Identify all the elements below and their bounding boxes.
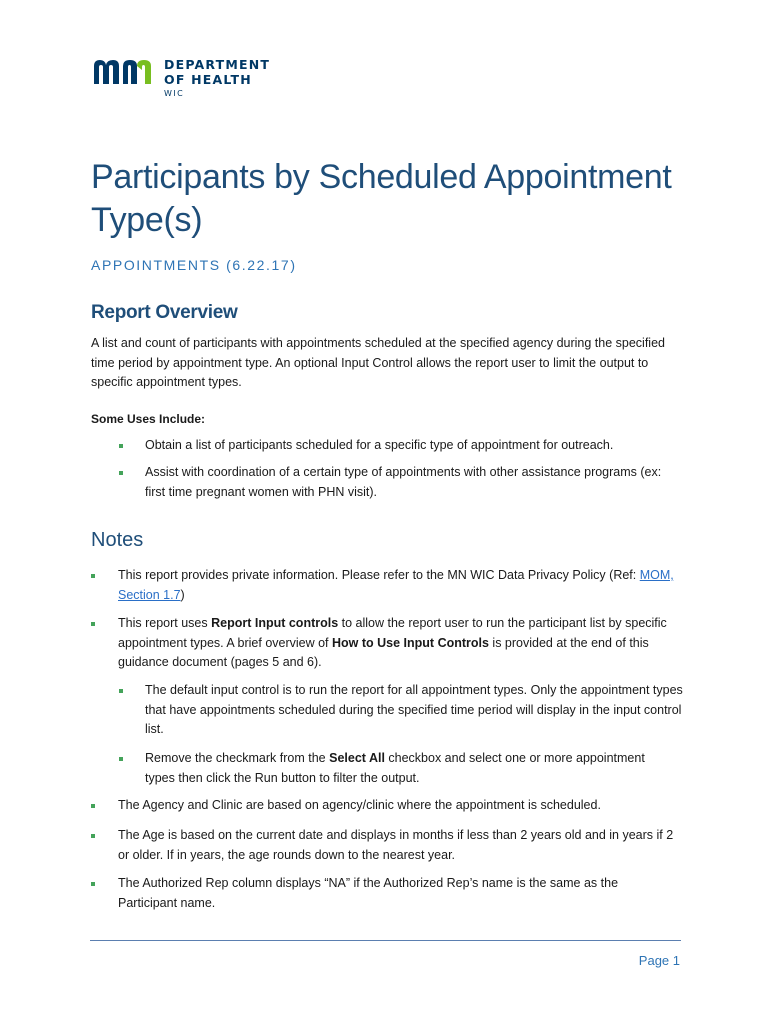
bullet-icon — [91, 882, 95, 886]
mn-logo-icon — [92, 56, 156, 86]
bullet-icon — [91, 834, 95, 838]
footer-divider — [90, 940, 681, 941]
bullet-icon — [119, 689, 123, 693]
page-subtitle: APPOINTMENTS (6.22.17) — [91, 257, 297, 273]
note-item-agency: The Agency and Clinic are based on agency/clinic where the appointment is scheduled. — [118, 798, 601, 812]
logo-line-department: DEPARTMENT — [164, 57, 271, 72]
note-bold-text: Report Input controls — [211, 616, 339, 630]
mn-health-logo — [92, 56, 270, 106]
uses-heading: Some Uses Include: — [91, 412, 206, 426]
note-text: to allow the report user to run the participant list by specific appointment types. A brief overview of — [118, 616, 667, 650]
note-text: This report uses — [118, 616, 212, 630]
uses-item-1: Obtain a list of participants scheduled for a specific type of appointment for outreach. — [145, 438, 614, 452]
bullet-icon — [119, 757, 123, 761]
note-item-input-controls — [118, 614, 688, 673]
logo-line-health: OF HEALTH — [164, 71, 252, 87]
mom-section-link[interactable]: MOM, Section 1.7 — [118, 568, 674, 602]
note-item-age: The Age is based on the current date and displays in months if less than 2 years old and in years if 2 or older. If in years, the age rounds down to the nearest year. — [118, 828, 674, 862]
section-heading-overview: Report Overview — [91, 302, 238, 323]
note-item-privacy — [118, 566, 678, 605]
bullet-icon — [91, 574, 95, 578]
note-text: checkbox and select one or more appointment types then click the Run button to filter the output. — [145, 751, 645, 785]
page-title: Participants by Scheduled Appointment Type(s) — [91, 158, 672, 239]
uses-item-2: Assist with coordination of a certain type of appointments with other assistance programs (ex: first time pregnant women with PHN visit). — [145, 465, 662, 499]
note-item-authorized-rep: The Authorized Rep column displays “NA” if the Authorized Rep’s name is the same as the Participant name. — [118, 876, 619, 910]
note-bold-text: Select All — [329, 751, 385, 765]
bullet-icon — [119, 444, 123, 448]
logo-line-wic: WIC — [164, 89, 185, 98]
bullet-icon — [119, 471, 123, 475]
section-heading-notes: Notes — [91, 529, 144, 551]
note-text: is provided at the end of this guidance document (pages 5 and 6). — [118, 635, 649, 669]
note-bold-text: How to Use Input Controls — [332, 635, 489, 650]
note-text: This report provides private information. Please refer to the MN WIC Data Privacy Policy (Ref: — [118, 568, 640, 582]
bullet-icon — [91, 804, 95, 808]
overview-paragraph: A list and count of participants with appointments scheduled at the specified agency during the specified time period by appointment type. An optional Input Control allows the report user to limit the output to specific appointment types. — [91, 336, 665, 389]
page-number: Page 1 — [638, 953, 680, 968]
note-subitem-default: The default input control is to run the report for all appointment types. Only the appointment types that have appointments scheduled during the specified time period will display in the input control list. — [145, 683, 683, 736]
note-text-end: ) — [180, 587, 185, 602]
bullet-icon — [91, 622, 95, 626]
note-subitem-select-all — [145, 749, 645, 788]
note-text: Remove the checkmark from the — [145, 751, 330, 765]
